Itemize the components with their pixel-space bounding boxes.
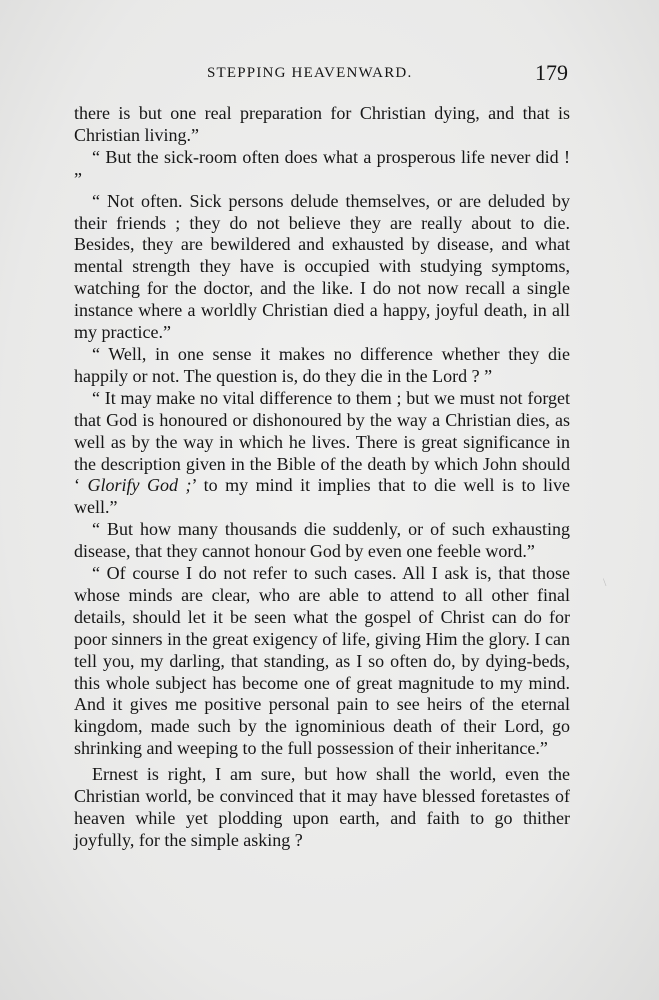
paragraph-1: there is but one real preparation for Christian dying, and that is Christian living.”: [74, 103, 570, 145]
paragraph-8: Ernest is right, I am sure, but how shall the world, even the Christian world, be convinced that it may have blessed foretastes of heaven while yet plodding upon earth, and faith to go thither joyfully, for the simple asking ?: [74, 764, 570, 850]
page-body: [74, 103, 570, 852]
paragraph-4: “ Well, in one sense it makes no difference whether they die happily or not. The question is, do they die in the Lord ? ”: [74, 343, 570, 386]
paragraph-7: “ Of course I do not refer to such cases. All I ask is, that those whose minds are clear, who are able to attend to all other final details, should let it be seen what the gospel of Christ can do for poor sinners in the great exigency of life, giving Him the glory. I can tell you, my darling, that standing, as I so often do, by dying-beds, this whole subject has become one of great magnitude to my mind. And it gives me positive personal pain to see heirs of the eternal kingdom, made such by the ignominious death of their Lord, go shrinking and weeping to the full possession of their inheritance.”: [74, 563, 570, 759]
paragraph-5: “ It may make no vital difference to them ; but we must not forget that God is honoured or dishonoured by the way a Christian dies, as well as by the way in which he lives. There is great significance in the description given in the Bible of the death by which John should ‘ Glorify God ;’ to my mind it implies that to die well is to live well.”: [74, 387, 571, 518]
margin-mark: \: [603, 575, 607, 589]
page-header: [75, 60, 570, 86]
paragraph-2: “ But the sick-room often does what a prosperous life never did ! ”: [74, 146, 570, 189]
page-number: 179: [535, 60, 568, 85]
running-title: STEPPING HEAVENWARD.: [207, 65, 413, 81]
paragraph-3: “ Not often. Sick persons delude themselves, or are deluded by their friends ; they do not believe they are really about to die. Besides, they are bewildered and exhausted by disease, and what mental strength they have is occupied with studying symptoms, watching for the doctor, and the like. I do not now recall a single instance where a worldly Christian died a happy, joyful death, in all my practice.”: [74, 190, 570, 343]
italic-emphasis: Glorify God ;: [87, 475, 192, 496]
paragraph-6: “ But how many thousands die suddenly, or of such exhausting disease, that they cannot honour God by even one feeble word.”: [74, 519, 570, 562]
